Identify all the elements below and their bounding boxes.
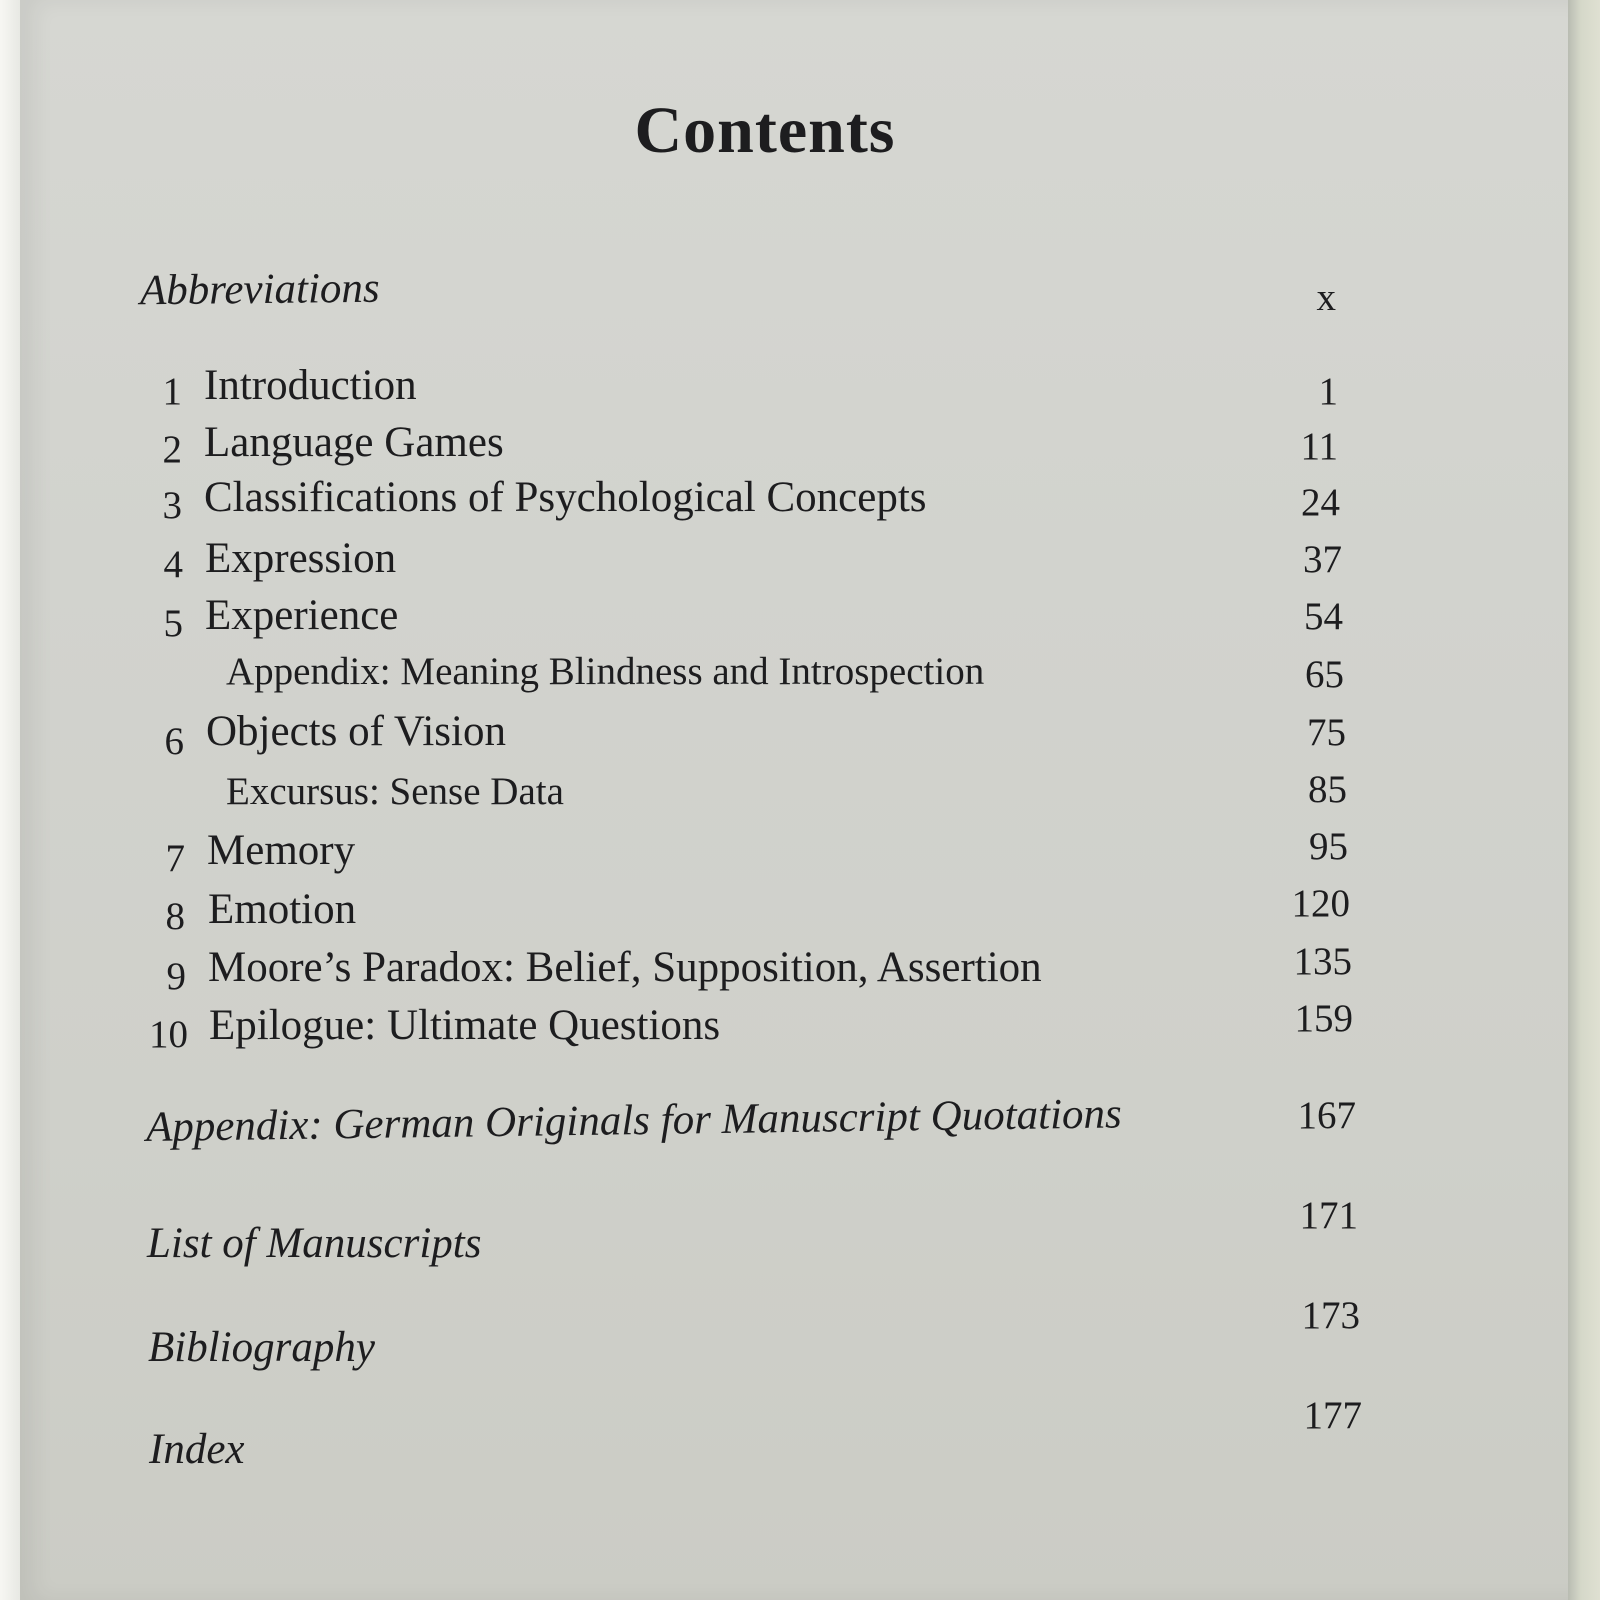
book-page-edge [1568, 0, 1600, 1600]
toc-page-number: 159 [1294, 997, 1353, 1040]
toc-page-number: 75 [1307, 711, 1346, 754]
toc-chapter-title: Emotion [208, 886, 357, 933]
toc-chapter-title: Moore’s Paradox: Belief, Supposition, Assertion [208, 944, 1042, 991]
toc-page-number: 11 [1300, 425, 1338, 468]
toc-chapter-number: 10 [149, 1013, 188, 1056]
toc-back-title: Bibliography [148, 1324, 375, 1371]
toc-page-number: 173 [1301, 1294, 1360, 1337]
page-title: Contents [634, 94, 896, 167]
toc-back-title: Index [149, 1426, 245, 1473]
facing-page-edge [0, 0, 22, 1600]
toc-page-abbreviations: x [1316, 276, 1336, 319]
toc-chapter-title: Introduction [204, 362, 417, 409]
toc-chapter-number: 4 [163, 543, 183, 586]
toc-page-number: 37 [1303, 538, 1342, 581]
toc-label-abbreviations: Abbreviations [139, 264, 380, 315]
book-page [20, 0, 1575, 1600]
toc-page-number: 95 [1309, 825, 1348, 868]
toc-chapter-number: 9 [166, 955, 186, 998]
toc-page-number: 1 [1318, 370, 1338, 413]
toc-page-number: 120 [1291, 882, 1350, 925]
toc-page-number: 54 [1304, 595, 1343, 638]
toc-page-number: 85 [1308, 768, 1347, 811]
toc-chapter-number: 7 [165, 837, 185, 880]
toc-chapter-number: 5 [163, 602, 183, 645]
toc-chapter-title: Epilogue: Ultimate Questions [209, 1002, 721, 1049]
toc-chapter-number: 1 [162, 370, 182, 413]
toc-chapter-title: Objects of Vision [206, 708, 506, 755]
toc-sub-title: Excursus: Sense Data [226, 770, 564, 813]
toc-chapter-title: Experience [205, 592, 399, 639]
toc-page-number: 177 [1303, 1394, 1362, 1437]
toc-chapter-number: 3 [162, 484, 182, 527]
toc-back-title: List of Manuscripts [147, 1220, 482, 1267]
toc-chapter-title: Expression [205, 535, 397, 582]
toc-chapter-title: Memory [207, 827, 356, 874]
toc-page-number: 65 [1305, 653, 1344, 696]
toc-chapter-number: 2 [162, 428, 182, 471]
toc-chapter-title: Classifications of Psychological Concepts [204, 474, 927, 521]
toc-page-number: 24 [1301, 481, 1340, 524]
toc-chapter-number: 8 [165, 895, 185, 938]
toc-chapter-title: Language Games [204, 419, 504, 466]
toc-back-title: Appendix: German Originals for Manuscript Quotations [145, 1090, 1123, 1151]
toc-page-number: 135 [1293, 940, 1352, 983]
toc-sub-title: Appendix: Meaning Blindness and Introspection [226, 650, 985, 693]
toc-page-number: 167 [1297, 1094, 1356, 1137]
toc-page-number: 171 [1299, 1194, 1358, 1237]
toc-chapter-number: 6 [164, 720, 184, 763]
